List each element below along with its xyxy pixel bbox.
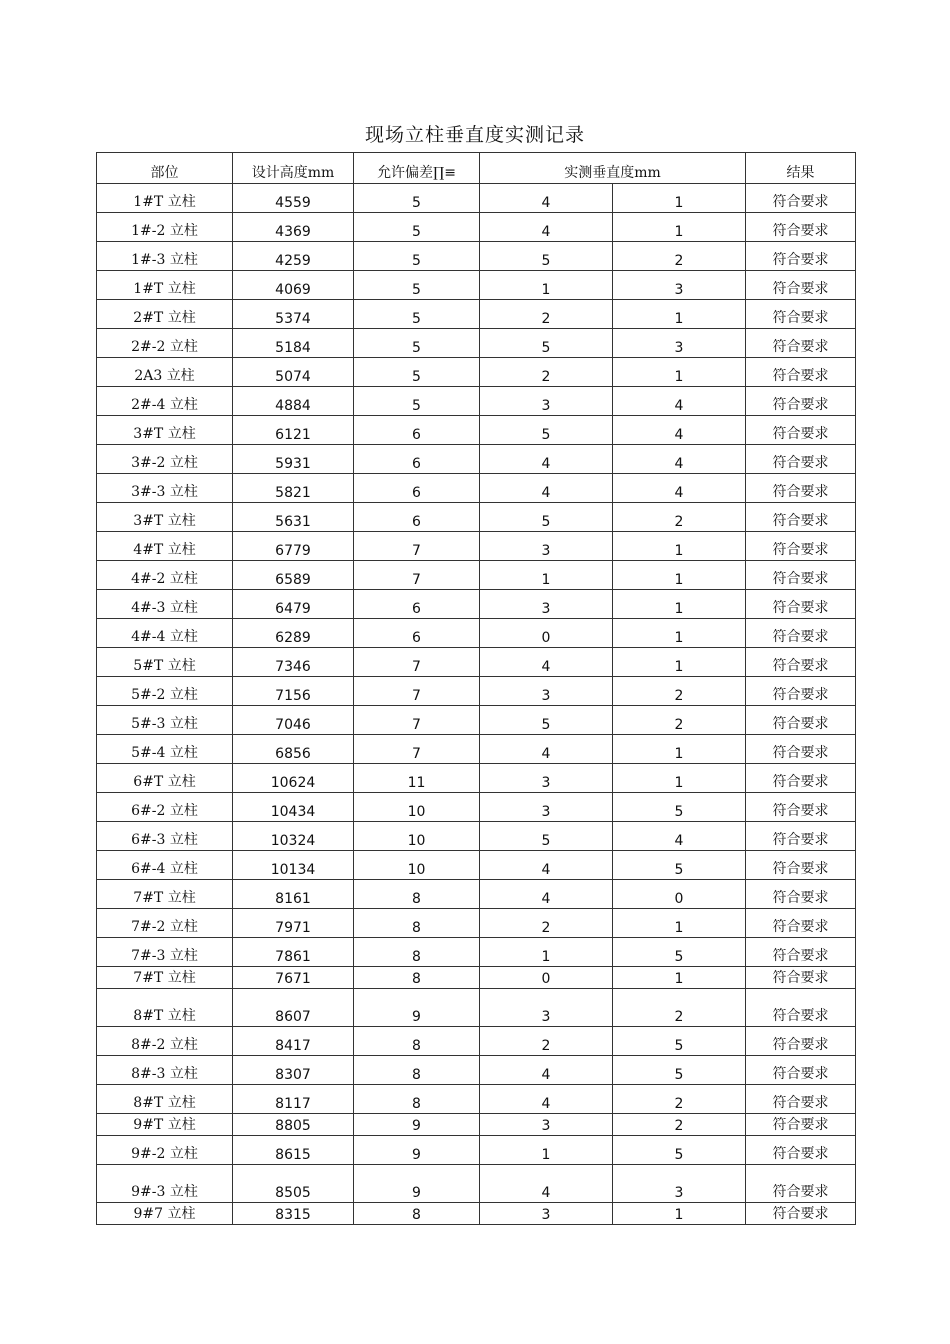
cell-allowed-deviation: 9	[354, 1165, 480, 1203]
cell-allowed-deviation: 5	[354, 184, 480, 213]
table-row	[97, 213, 856, 242]
cell-measured-2: 4	[613, 416, 746, 445]
cell-result: 符合要求	[746, 271, 856, 300]
table-row	[97, 677, 856, 706]
cell-part: 9#7 立柱	[97, 1203, 233, 1225]
cell-part: 6#-3 立柱	[97, 822, 233, 851]
cell-allowed-deviation: 8	[354, 1203, 480, 1225]
cell-measured-1: 3	[480, 793, 613, 822]
cell-measured-2: 5	[613, 851, 746, 880]
cell-measured-2: 2	[613, 242, 746, 271]
cell-measured-1: 2	[480, 1027, 613, 1056]
cell-part: 7#-3 立柱	[97, 938, 233, 967]
cell-part: 7#T 立柱	[97, 967, 233, 989]
cell-measured-1: 4	[480, 880, 613, 909]
cell-measured-2: 1	[613, 590, 746, 619]
cell-design-height: 5374	[233, 300, 354, 329]
cell-allowed-deviation: 7	[354, 561, 480, 590]
cell-design-height: 4259	[233, 242, 354, 271]
cell-allowed-deviation: 6	[354, 590, 480, 619]
cell-measured-1: 2	[480, 300, 613, 329]
cell-measured-2: 4	[613, 445, 746, 474]
cell-result: 符合要求	[746, 909, 856, 938]
cell-measured-2: 4	[613, 822, 746, 851]
table-body	[97, 184, 856, 1225]
cell-part: 1#-3 立柱	[97, 242, 233, 271]
cell-allowed-deviation: 5	[354, 271, 480, 300]
cell-measured-2: 1	[613, 764, 746, 793]
table-row	[97, 648, 856, 677]
cell-result: 符合要求	[746, 532, 856, 561]
cell-design-height: 8417	[233, 1027, 354, 1056]
cell-result: 符合要求	[746, 1114, 856, 1136]
cell-measured-1: 3	[480, 677, 613, 706]
cell-measured-1: 5	[480, 822, 613, 851]
cell-measured-1: 1	[480, 271, 613, 300]
cell-part: 7#-2 立柱	[97, 909, 233, 938]
cell-measured-2: 1	[613, 300, 746, 329]
cell-measured-2: 1	[613, 735, 746, 764]
table-row	[97, 1027, 856, 1056]
table-row	[97, 503, 856, 532]
cell-allowed-deviation: 5	[354, 213, 480, 242]
cell-part: 1#T 立柱	[97, 271, 233, 300]
table-row	[97, 880, 856, 909]
cell-measured-1: 4	[480, 184, 613, 213]
cell-result: 符合要求	[746, 445, 856, 474]
cell-measured-1: 3	[480, 989, 613, 1027]
measurement-table	[96, 152, 856, 1225]
cell-result: 符合要求	[746, 735, 856, 764]
cell-measured-2: 2	[613, 706, 746, 735]
cell-design-height: 7861	[233, 938, 354, 967]
cell-design-height: 10324	[233, 822, 354, 851]
cell-measured-1: 3	[480, 387, 613, 416]
cell-result: 符合要求	[746, 880, 856, 909]
cell-allowed-deviation: 8	[354, 938, 480, 967]
cell-measured-1: 1	[480, 561, 613, 590]
cell-allowed-deviation: 10	[354, 793, 480, 822]
cell-part: 8#-2 立柱	[97, 1027, 233, 1056]
cell-design-height: 5931	[233, 445, 354, 474]
cell-allowed-deviation: 5	[354, 242, 480, 271]
cell-design-height: 7671	[233, 967, 354, 989]
cell-measured-2: 3	[613, 1165, 746, 1203]
cell-measured-1: 3	[480, 1203, 613, 1225]
cell-allowed-deviation: 11	[354, 764, 480, 793]
cell-measured-2: 3	[613, 329, 746, 358]
cell-allowed-deviation: 6	[354, 416, 480, 445]
cell-result: 符合要求	[746, 938, 856, 967]
table-row	[97, 1203, 856, 1225]
cell-result: 符合要求	[746, 387, 856, 416]
cell-result: 符合要求	[746, 561, 856, 590]
cell-measured-1: 3	[480, 532, 613, 561]
table-row	[97, 358, 856, 387]
cell-design-height: 8315	[233, 1203, 354, 1225]
cell-design-height: 6289	[233, 619, 354, 648]
cell-result: 符合要求	[746, 242, 856, 271]
cell-part: 6#-2 立柱	[97, 793, 233, 822]
table-row	[97, 1114, 856, 1136]
cell-part: 9#T 立柱	[97, 1114, 233, 1136]
header-result: 结果	[746, 153, 856, 184]
cell-part: 9#-3 立柱	[97, 1165, 233, 1203]
table-row	[97, 851, 856, 880]
cell-result: 符合要求	[746, 619, 856, 648]
cell-result: 符合要求	[746, 822, 856, 851]
cell-result: 符合要求	[746, 1203, 856, 1225]
cell-measured-2: 1	[613, 184, 746, 213]
cell-result: 符合要求	[746, 967, 856, 989]
table-row	[97, 793, 856, 822]
cell-measured-1: 4	[480, 445, 613, 474]
cell-part: 3#T 立柱	[97, 416, 233, 445]
table-row	[97, 1056, 856, 1085]
cell-measured-2: 4	[613, 474, 746, 503]
cell-part: 3#T 立柱	[97, 503, 233, 532]
cell-part: 3#-3 立柱	[97, 474, 233, 503]
cell-measured-1: 4	[480, 1056, 613, 1085]
cell-result: 符合要求	[746, 213, 856, 242]
cell-result: 符合要求	[746, 764, 856, 793]
cell-allowed-deviation: 10	[354, 851, 480, 880]
cell-part: 4#-3 立柱	[97, 590, 233, 619]
cell-measured-1: 4	[480, 1165, 613, 1203]
cell-measured-1: 2	[480, 358, 613, 387]
cell-measured-1: 4	[480, 213, 613, 242]
table-row	[97, 590, 856, 619]
table-row	[97, 561, 856, 590]
cell-design-height: 6856	[233, 735, 354, 764]
cell-part: 2#-2 立柱	[97, 329, 233, 358]
cell-design-height: 8615	[233, 1136, 354, 1165]
header-design-height: 设计高度mm	[233, 153, 354, 184]
cell-part: 5#-3 立柱	[97, 706, 233, 735]
cell-design-height: 4369	[233, 213, 354, 242]
cell-measured-1: 4	[480, 735, 613, 764]
cell-allowed-deviation: 8	[354, 909, 480, 938]
cell-measured-1: 4	[480, 648, 613, 677]
cell-result: 符合要求	[746, 590, 856, 619]
cell-result: 符合要求	[746, 706, 856, 735]
cell-allowed-deviation: 7	[354, 648, 480, 677]
table-row	[97, 474, 856, 503]
cell-part: 1#T 立柱	[97, 184, 233, 213]
cell-part: 5#-4 立柱	[97, 735, 233, 764]
cell-measured-2: 1	[613, 1203, 746, 1225]
table-row	[97, 532, 856, 561]
cell-result: 符合要求	[746, 1056, 856, 1085]
cell-design-height: 7971	[233, 909, 354, 938]
cell-measured-2: 1	[613, 648, 746, 677]
cell-measured-1: 4	[480, 474, 613, 503]
cell-measured-2: 1	[613, 532, 746, 561]
cell-part: 4#T 立柱	[97, 532, 233, 561]
cell-measured-2: 5	[613, 1027, 746, 1056]
cell-design-height: 6479	[233, 590, 354, 619]
table-row	[97, 1165, 856, 1203]
table-row	[97, 989, 856, 1027]
header-allowed-deviation: 允许偏差∏≡	[354, 153, 480, 184]
table-row	[97, 242, 856, 271]
table-row	[97, 938, 856, 967]
cell-measured-2: 5	[613, 938, 746, 967]
cell-design-height: 8805	[233, 1114, 354, 1136]
cell-allowed-deviation: 6	[354, 503, 480, 532]
cell-measured-1: 3	[480, 764, 613, 793]
cell-measured-2: 1	[613, 561, 746, 590]
table-row	[97, 619, 856, 648]
cell-measured-1: 0	[480, 967, 613, 989]
cell-result: 符合要求	[746, 1027, 856, 1056]
cell-measured-2: 0	[613, 880, 746, 909]
cell-design-height: 10624	[233, 764, 354, 793]
cell-design-height: 8117	[233, 1085, 354, 1114]
cell-result: 符合要求	[746, 677, 856, 706]
cell-design-height: 8607	[233, 989, 354, 1027]
cell-measured-2: 2	[613, 1114, 746, 1136]
cell-allowed-deviation: 5	[354, 387, 480, 416]
cell-measured-1: 1	[480, 1136, 613, 1165]
cell-result: 符合要求	[746, 1165, 856, 1203]
cell-result: 符合要求	[746, 1085, 856, 1114]
cell-design-height: 8505	[233, 1165, 354, 1203]
cell-design-height: 5184	[233, 329, 354, 358]
table-row	[97, 416, 856, 445]
cell-result: 符合要求	[746, 329, 856, 358]
cell-design-height: 4559	[233, 184, 354, 213]
cell-design-height: 6121	[233, 416, 354, 445]
cell-measured-1: 4	[480, 1085, 613, 1114]
cell-design-height: 5074	[233, 358, 354, 387]
cell-allowed-deviation: 6	[354, 619, 480, 648]
cell-allowed-deviation: 6	[354, 474, 480, 503]
cell-allowed-deviation: 9	[354, 989, 480, 1027]
cell-design-height: 7156	[233, 677, 354, 706]
table-row	[97, 909, 856, 938]
cell-result: 符合要求	[746, 1136, 856, 1165]
cell-measured-2: 4	[613, 387, 746, 416]
table-row	[97, 300, 856, 329]
cell-measured-1: 3	[480, 1114, 613, 1136]
page-title: 现场立柱垂直度实测记录	[364, 124, 585, 146]
header-measured-verticality: 实测垂直度mm	[480, 153, 746, 184]
cell-design-height: 5631	[233, 503, 354, 532]
cell-measured-2: 5	[613, 1056, 746, 1085]
cell-design-height: 8307	[233, 1056, 354, 1085]
table-row	[97, 1136, 856, 1165]
table-row	[97, 764, 856, 793]
table-row	[97, 387, 856, 416]
cell-design-height: 10434	[233, 793, 354, 822]
cell-allowed-deviation: 8	[354, 967, 480, 989]
cell-measured-2: 2	[613, 1085, 746, 1114]
cell-allowed-deviation: 5	[354, 300, 480, 329]
cell-allowed-deviation: 8	[354, 1056, 480, 1085]
cell-measured-1: 0	[480, 619, 613, 648]
cell-design-height: 5821	[233, 474, 354, 503]
cell-measured-1: 2	[480, 909, 613, 938]
cell-part: 8#-3 立柱	[97, 1056, 233, 1085]
cell-result: 符合要求	[746, 503, 856, 532]
cell-part: 6#-4 立柱	[97, 851, 233, 880]
cell-result: 符合要求	[746, 648, 856, 677]
cell-design-height: 10134	[233, 851, 354, 880]
cell-design-height: 8161	[233, 880, 354, 909]
header-row	[97, 153, 856, 184]
cell-allowed-deviation: 6	[354, 445, 480, 474]
cell-measured-2: 2	[613, 503, 746, 532]
cell-part: 3#-2 立柱	[97, 445, 233, 474]
table-row	[97, 184, 856, 213]
cell-result: 符合要求	[746, 358, 856, 387]
cell-design-height: 6589	[233, 561, 354, 590]
cell-result: 符合要求	[746, 300, 856, 329]
cell-allowed-deviation: 8	[354, 1085, 480, 1114]
cell-design-height: 7046	[233, 706, 354, 735]
cell-part: 9#-2 立柱	[97, 1136, 233, 1165]
cell-measured-1: 5	[480, 706, 613, 735]
cell-allowed-deviation: 9	[354, 1136, 480, 1165]
cell-allowed-deviation: 7	[354, 735, 480, 764]
table-row	[97, 735, 856, 764]
cell-part: 6#T 立柱	[97, 764, 233, 793]
cell-part: 7#T 立柱	[97, 880, 233, 909]
cell-allowed-deviation: 5	[354, 358, 480, 387]
cell-part: 4#-4 立柱	[97, 619, 233, 648]
cell-measured-2: 5	[613, 1136, 746, 1165]
cell-part: 2A3 立柱	[97, 358, 233, 387]
cell-measured-2: 1	[613, 213, 746, 242]
cell-part: 8#T 立柱	[97, 1085, 233, 1114]
cell-result: 符合要求	[746, 474, 856, 503]
table-row	[97, 1085, 856, 1114]
cell-measured-2: 1	[613, 358, 746, 387]
cell-allowed-deviation: 8	[354, 880, 480, 909]
cell-part: 1#-2 立柱	[97, 213, 233, 242]
cell-measured-2: 5	[613, 793, 746, 822]
cell-measured-1: 3	[480, 590, 613, 619]
cell-design-height: 4069	[233, 271, 354, 300]
cell-measured-2: 2	[613, 989, 746, 1027]
cell-result: 符合要求	[746, 184, 856, 213]
cell-part: 8#T 立柱	[97, 989, 233, 1027]
cell-part: 2#-4 立柱	[97, 387, 233, 416]
cell-allowed-deviation: 9	[354, 1114, 480, 1136]
header-part: 部位	[97, 153, 233, 184]
table-row	[97, 706, 856, 735]
table-row	[97, 822, 856, 851]
cell-allowed-deviation: 7	[354, 677, 480, 706]
cell-part: 4#-2 立柱	[97, 561, 233, 590]
cell-part: 5#T 立柱	[97, 648, 233, 677]
cell-design-height: 6779	[233, 532, 354, 561]
table-row	[97, 271, 856, 300]
cell-part: 2#T 立柱	[97, 300, 233, 329]
cell-design-height: 7346	[233, 648, 354, 677]
cell-measured-1: 4	[480, 851, 613, 880]
table-row	[97, 445, 856, 474]
cell-measured-2: 1	[613, 967, 746, 989]
cell-measured-1: 1	[480, 938, 613, 967]
cell-allowed-deviation: 7	[354, 706, 480, 735]
cell-measured-1: 5	[480, 503, 613, 532]
cell-measured-2: 1	[613, 909, 746, 938]
cell-measured-1: 5	[480, 242, 613, 271]
cell-result: 符合要求	[746, 989, 856, 1027]
table-row	[97, 329, 856, 358]
table-row	[97, 967, 856, 989]
cell-allowed-deviation: 5	[354, 329, 480, 358]
cell-part: 5#-2 立柱	[97, 677, 233, 706]
cell-allowed-deviation: 7	[354, 532, 480, 561]
cell-allowed-deviation: 8	[354, 1027, 480, 1056]
cell-allowed-deviation: 10	[354, 822, 480, 851]
cell-measured-1: 5	[480, 416, 613, 445]
cell-measured-2: 3	[613, 271, 746, 300]
cell-measured-2: 2	[613, 677, 746, 706]
cell-design-height: 4884	[233, 387, 354, 416]
cell-measured-2: 1	[613, 619, 746, 648]
cell-result: 符合要求	[746, 851, 856, 880]
cell-measured-1: 5	[480, 329, 613, 358]
cell-result: 符合要求	[746, 416, 856, 445]
cell-result: 符合要求	[746, 793, 856, 822]
